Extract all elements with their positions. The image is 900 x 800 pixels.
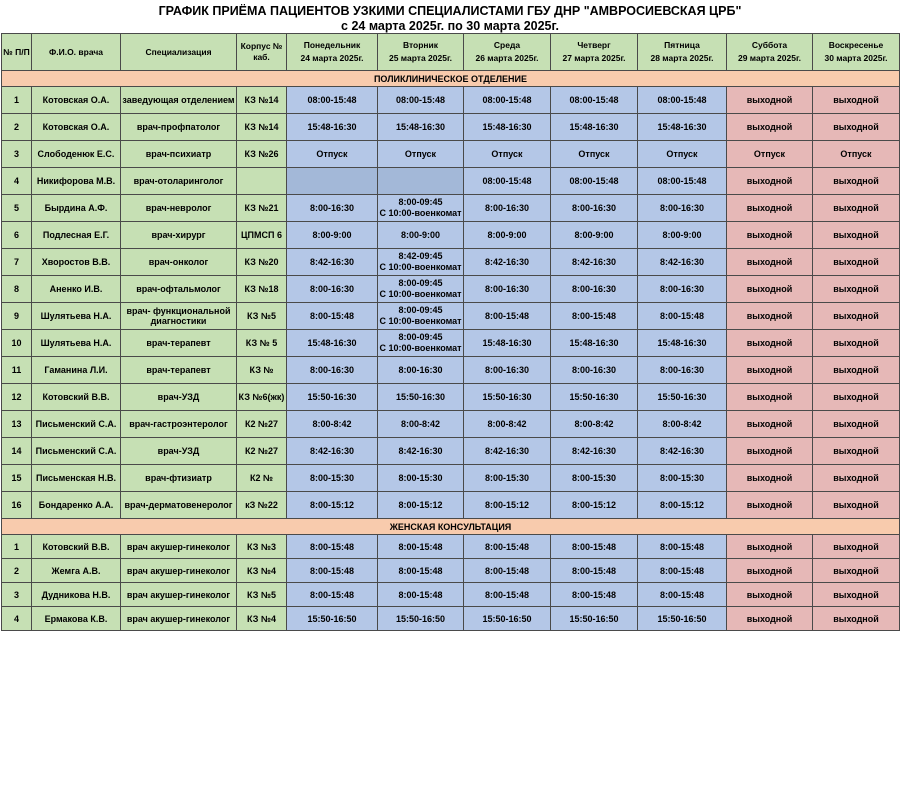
schedule-cell — [378, 168, 464, 195]
schedule-cell: 15:50-16:30 — [378, 384, 464, 411]
schedule-cell: выходной — [727, 330, 813, 357]
row-number: 12 — [2, 384, 32, 411]
table-row — [2, 583, 900, 607]
schedule-cell — [378, 195, 464, 222]
schedule-cell: 15:48-16:30 — [551, 330, 638, 357]
schedule-cell: 08:00-15:48 — [464, 87, 551, 114]
day-name: Вторник — [402, 40, 439, 50]
schedule-cell: 8:00-15:30 — [464, 465, 551, 492]
schedule-cell — [378, 249, 464, 276]
schedule-cell — [378, 276, 464, 303]
schedule-cell: выходной — [813, 222, 900, 249]
doctor-name: Котовский В.В. — [32, 384, 121, 411]
table-row — [2, 222, 900, 249]
title-line-2: с 24 марта 2025г. по 30 марта 2025г. — [341, 19, 559, 33]
specialization: врач-профпатолог — [121, 114, 237, 141]
table-row — [2, 411, 900, 438]
schedule-cell — [287, 168, 378, 195]
specialization: врач-УЗД — [121, 438, 237, 465]
schedule-cell: 8:00-8:42 — [378, 411, 464, 438]
time-note: С 10:00-военкомат — [379, 343, 462, 353]
table-row — [2, 141, 900, 168]
room-number: КЗ №6(жк) — [237, 384, 287, 411]
row-number: 10 — [2, 330, 32, 357]
specialization: врач-терапевт — [121, 357, 237, 384]
specialization: врач- функциональной диагностики — [121, 303, 237, 330]
day-date: 25 марта 2025г. — [388, 53, 452, 63]
row-number: 8 — [2, 276, 32, 303]
schedule-cell: 8:00-15:12 — [464, 492, 551, 519]
section-title: ЖЕНСКАЯ КОНСУЛЬТАЦИЯ — [2, 519, 900, 535]
room-number: КЗ №4 — [237, 559, 287, 583]
schedule-cell: 8:00-16:30 — [464, 357, 551, 384]
schedule-cell: 8:00-8:42 — [638, 411, 727, 438]
day-date: 24 марта 2025г. — [300, 53, 364, 63]
room-number: КЗ №3 — [237, 535, 287, 559]
header-tuesday — [378, 34, 464, 71]
schedule-cell: 8:00-16:30 — [551, 357, 638, 384]
schedule-cell: 8:00-9:00 — [464, 222, 551, 249]
section-title: ПОЛИКЛИНИЧЕСКОЕ ОТДЕЛЕНИЕ — [2, 71, 900, 87]
schedule-cell: 08:00-15:48 — [551, 168, 638, 195]
schedule-cell: выходной — [813, 114, 900, 141]
schedule-cell: выходной — [813, 303, 900, 330]
time-note: С 10:00-военкомат — [379, 316, 462, 326]
row-number: 2 — [2, 559, 32, 583]
schedule-cell: 8:42-16:30 — [551, 438, 638, 465]
header-sunday — [813, 34, 900, 71]
schedule-cell: 8:00-8:42 — [464, 411, 551, 438]
doctor-name: Гаманина Л.И. — [32, 357, 121, 384]
specialization: заведующая отделением — [121, 87, 237, 114]
day-date: 29 марта 2025г. — [737, 53, 801, 63]
section-row — [2, 519, 900, 535]
doctor-name: Дудникова Н.В. — [32, 583, 121, 607]
schedule-cell: 8:00-9:00 — [638, 222, 727, 249]
schedule-cell: 15:48-16:30 — [378, 114, 464, 141]
schedule-cell: 15:48-16:30 — [287, 114, 378, 141]
schedule-cell: Отпуск — [378, 141, 464, 168]
schedule-cell: Отпуск — [813, 141, 900, 168]
room-number: КЗ №26 — [237, 141, 287, 168]
row-number: 3 — [2, 583, 32, 607]
doctor-name: Подлесная Е.Г. — [32, 222, 121, 249]
schedule-cell: 8:00-15:48 — [638, 559, 727, 583]
schedule-cell: 15:48-16:30 — [551, 114, 638, 141]
schedule-cell: 8:00-16:30 — [287, 357, 378, 384]
schedule-cell: выходной — [727, 411, 813, 438]
schedule-cell: выходной — [813, 357, 900, 384]
room-number — [237, 168, 287, 195]
table-row — [2, 438, 900, 465]
table-row — [2, 168, 900, 195]
schedule-cell: выходной — [727, 168, 813, 195]
schedule-cell: 8:00-15:48 — [464, 583, 551, 607]
schedule-cell: 8:00-8:42 — [551, 411, 638, 438]
schedule-cell: Отпуск — [464, 141, 551, 168]
schedule-cell: выходной — [727, 465, 813, 492]
schedule-cell: 15:50-16:50 — [551, 607, 638, 631]
section-row — [2, 71, 900, 87]
schedule-cell: выходной — [727, 384, 813, 411]
schedule-cell: выходной — [813, 583, 900, 607]
room-number: КЗ № 5 — [237, 330, 287, 357]
doctor-name: Слободенюк Е.С. — [32, 141, 121, 168]
schedule-cell: 8:00-15:48 — [551, 535, 638, 559]
schedule-cell: выходной — [813, 168, 900, 195]
schedule-cell: выходной — [727, 276, 813, 303]
schedule-cell: 8:42-16:30 — [638, 438, 727, 465]
room-number: кЗ №22 — [237, 492, 287, 519]
table-row — [2, 249, 900, 276]
schedule-cell: 8:42-16:30 — [464, 438, 551, 465]
schedule-cell: выходной — [813, 384, 900, 411]
schedule-body — [2, 71, 900, 631]
row-number: 6 — [2, 222, 32, 249]
schedule-cell: выходной — [727, 249, 813, 276]
schedule-cell: 8:00-9:00 — [287, 222, 378, 249]
schedule-cell: 8:00-16:30 — [287, 195, 378, 222]
time-note: С 10:00-военкомат — [379, 262, 462, 272]
doctor-name: Шулятьева Н.А. — [32, 303, 121, 330]
row-number: 15 — [2, 465, 32, 492]
header-thursday — [551, 34, 638, 71]
schedule-cell: выходной — [813, 411, 900, 438]
schedule-cell: 8:00-15:48 — [638, 303, 727, 330]
schedule-cell: 8:00-16:30 — [464, 195, 551, 222]
schedule-cell: 8:00-15:30 — [378, 465, 464, 492]
schedule-cell: 08:00-15:48 — [464, 168, 551, 195]
schedule-cell: 8:00-16:30 — [464, 276, 551, 303]
schedule-cell: 15:50-16:50 — [464, 607, 551, 631]
schedule-cell: выходной — [727, 303, 813, 330]
doctor-name: Бондаренко А.А. — [32, 492, 121, 519]
room-number: К2 № — [237, 465, 287, 492]
schedule-cell: выходной — [813, 535, 900, 559]
schedule-cell: 8:00-16:30 — [638, 357, 727, 384]
schedule-cell: 8:00-16:30 — [287, 276, 378, 303]
time-note: С 10:00-военкомат — [379, 208, 462, 218]
room-number: КЗ №14 — [237, 114, 287, 141]
title-line-1: ГРАФИК ПРИЁМА ПАЦИЕНТОВ УЗКИМИ СПЕЦИАЛИСТАМИ ГБУ ДНР "АМВРОСИЕВСКАЯ ЦРБ" — [158, 4, 742, 18]
doctor-name: Котовская О.А. — [32, 87, 121, 114]
header-spec: Специализация — [121, 34, 237, 71]
row-number: 1 — [2, 87, 32, 114]
schedule-cell: выходной — [813, 276, 900, 303]
room-number: К2 №27 — [237, 411, 287, 438]
schedule-cell: 8:42-16:30 — [464, 249, 551, 276]
schedule-cell: 15:50-16:30 — [638, 384, 727, 411]
doctor-name: Котовский В.В. — [32, 535, 121, 559]
schedule-cell: 8:42-16:30 — [287, 249, 378, 276]
schedule-cell: выходной — [813, 438, 900, 465]
room-number: КЗ № — [237, 357, 287, 384]
day-date: 26 марта 2025г. — [475, 53, 539, 63]
table-row — [2, 607, 900, 631]
specialization: врач-фтизиатр — [121, 465, 237, 492]
schedule-cell: 8:42-16:30 — [551, 249, 638, 276]
specialization: врач-дерматовенеролог — [121, 492, 237, 519]
doctor-name: Ермакова К.В. — [32, 607, 121, 631]
schedule-cell: 8:00-15:48 — [287, 303, 378, 330]
specialization: врач акушер-гинеколог — [121, 607, 237, 631]
schedule-cell: выходной — [727, 222, 813, 249]
room-number: КЗ №4 — [237, 607, 287, 631]
table-row — [2, 87, 900, 114]
schedule-cell: 8:00-15:12 — [638, 492, 727, 519]
schedule-cell: выходной — [813, 195, 900, 222]
header-wednesday — [464, 34, 551, 71]
header-friday — [638, 34, 727, 71]
schedule-cell: 8:00-15:48 — [287, 583, 378, 607]
row-number: 3 — [2, 141, 32, 168]
schedule-cell: 8:00-15:48 — [378, 583, 464, 607]
schedule-cell: выходной — [813, 87, 900, 114]
schedule-cell: 8:00-15:48 — [464, 303, 551, 330]
day-date: 27 марта 2025г. — [562, 53, 626, 63]
schedule-cell: 8:00-15:48 — [551, 583, 638, 607]
schedule-cell: выходной — [813, 465, 900, 492]
header-saturday — [727, 34, 813, 71]
schedule-cell: 15:48-16:30 — [464, 114, 551, 141]
day-date: 28 марта 2025г. — [650, 53, 714, 63]
schedule-cell: 08:00-15:48 — [551, 87, 638, 114]
schedule-cell: выходной — [727, 114, 813, 141]
schedule-cell: 15:48-16:30 — [464, 330, 551, 357]
table-row — [2, 492, 900, 519]
schedule-cell: выходной — [727, 607, 813, 631]
table-row — [2, 303, 900, 330]
schedule-cell: 8:00-16:30 — [378, 357, 464, 384]
schedule-cell: выходной — [727, 559, 813, 583]
schedule-cell — [378, 303, 464, 330]
table-row — [2, 114, 900, 141]
specialization: врач акушер-гинеколог — [121, 583, 237, 607]
day-name: Среда — [493, 40, 521, 50]
day-name: Понедельник — [303, 40, 361, 50]
table-row — [2, 465, 900, 492]
room-number: ЦПМСП 6 — [237, 222, 287, 249]
room-number: КЗ №18 — [237, 276, 287, 303]
schedule-cell: выходной — [727, 438, 813, 465]
schedule-cell: 15:50-16:50 — [287, 607, 378, 631]
schedule-cell: Отпуск — [551, 141, 638, 168]
schedule-cell: 15:50-16:30 — [464, 384, 551, 411]
specialization: врач-онколог — [121, 249, 237, 276]
specialization: врач-психиатр — [121, 141, 237, 168]
schedule-cell: 8:00-15:30 — [638, 465, 727, 492]
schedule-cell: 08:00-15:48 — [378, 87, 464, 114]
row-number: 5 — [2, 195, 32, 222]
schedule-cell: 8:00-15:48 — [638, 535, 727, 559]
schedule-cell: 8:00-15:48 — [551, 303, 638, 330]
specialization: врач-невролог — [121, 195, 237, 222]
time-main: 8:00-09:45 — [398, 197, 443, 207]
row-number: 13 — [2, 411, 32, 438]
schedule-cell: 15:48-16:30 — [638, 330, 727, 357]
row-number: 9 — [2, 303, 32, 330]
schedule-cell: 8:00-9:00 — [551, 222, 638, 249]
day-name: Пятница — [664, 40, 700, 50]
table-row — [2, 384, 900, 411]
schedule-cell: 8:00-15:12 — [378, 492, 464, 519]
time-main: 8:00-09:45 — [398, 278, 443, 288]
room-number: КЗ №21 — [237, 195, 287, 222]
day-name: Четверг — [577, 40, 611, 50]
specialization: врач акушер-гинеколог — [121, 559, 237, 583]
doctor-name: Жемга А.В. — [32, 559, 121, 583]
schedule-table — [1, 33, 900, 631]
doctor-name: Письменский С.А. — [32, 411, 121, 438]
table-row — [2, 330, 900, 357]
schedule-cell: 8:00-15:48 — [464, 535, 551, 559]
schedule-cell: 8:00-15:48 — [378, 559, 464, 583]
doctor-name: Письменская Н.В. — [32, 465, 121, 492]
doctor-name: Котовская О.А. — [32, 114, 121, 141]
schedule-cell: Отпуск — [638, 141, 727, 168]
schedule-cell: выходной — [727, 535, 813, 559]
row-number: 4 — [2, 168, 32, 195]
schedule-cell: 8:00-15:48 — [638, 583, 727, 607]
doctor-name: Хворостов В.В. — [32, 249, 121, 276]
schedule-cell: 8:00-15:12 — [551, 492, 638, 519]
time-note: С 10:00-военкомат — [379, 289, 462, 299]
schedule-cell: 15:50-16:50 — [378, 607, 464, 631]
schedule-cell: выходной — [813, 607, 900, 631]
row-number: 2 — [2, 114, 32, 141]
schedule-cell: выходной — [727, 492, 813, 519]
schedule-cell: 8:00-15:48 — [551, 559, 638, 583]
day-name: Воскресенье — [828, 40, 884, 50]
table-row — [2, 276, 900, 303]
schedule-cell: 15:48-16:30 — [638, 114, 727, 141]
row-number: 11 — [2, 357, 32, 384]
schedule-cell: выходной — [813, 559, 900, 583]
schedule-cell: 8:00-15:30 — [287, 465, 378, 492]
schedule-cell — [378, 330, 464, 357]
schedule-cell: выходной — [813, 330, 900, 357]
schedule-cell: выходной — [727, 87, 813, 114]
schedule-cell: 8:00-16:30 — [638, 276, 727, 303]
day-date: 30 марта 2025г. — [824, 53, 888, 63]
schedule-cell: 8:00-15:48 — [378, 535, 464, 559]
page-title — [0, 0, 900, 33]
day-name: Суббота — [751, 40, 788, 50]
schedule-cell: 8:00-15:30 — [551, 465, 638, 492]
time-main: 8:00-09:45 — [398, 305, 443, 315]
schedule-cell: 8:00-15:48 — [464, 559, 551, 583]
time-main: 8:00-09:45 — [398, 332, 443, 342]
schedule-cell: 15:48-16:30 — [287, 330, 378, 357]
specialization: врач-хирург — [121, 222, 237, 249]
header-num: № П/П — [2, 34, 32, 71]
table-row — [2, 357, 900, 384]
schedule-cell: выходной — [813, 492, 900, 519]
header-name: Ф.И.О. врача — [32, 34, 121, 71]
schedule-cell: 8:00-16:30 — [551, 195, 638, 222]
header-row — [2, 34, 900, 71]
specialization: врач акушер-гинеколог — [121, 535, 237, 559]
row-number: 1 — [2, 535, 32, 559]
time-main: 8:42-09:45 — [398, 251, 443, 261]
schedule-cell: выходной — [727, 357, 813, 384]
schedule-cell: 8:00-15:12 — [287, 492, 378, 519]
schedule-cell: выходной — [813, 249, 900, 276]
schedule-cell: 15:50-16:50 — [638, 607, 727, 631]
room-number: КЗ №5 — [237, 583, 287, 607]
schedule-cell: Отпуск — [727, 141, 813, 168]
schedule-cell: 15:50-16:30 — [287, 384, 378, 411]
specialization: врач-отоларинголог — [121, 168, 237, 195]
doctor-name: Бырдина А.Ф. — [32, 195, 121, 222]
room-number: КЗ №5 — [237, 303, 287, 330]
table-row — [2, 195, 900, 222]
row-number: 16 — [2, 492, 32, 519]
schedule-cell: 15:50-16:30 — [551, 384, 638, 411]
room-number: КЗ №14 — [237, 87, 287, 114]
schedule-cell: 8:00-15:48 — [287, 535, 378, 559]
specialization: врач-гастроэнтеролог — [121, 411, 237, 438]
row-number: 4 — [2, 607, 32, 631]
doctor-name: Никифорова М.В. — [32, 168, 121, 195]
schedule-cell: 8:42-16:30 — [378, 438, 464, 465]
schedule-cell: 8:00-9:00 — [378, 222, 464, 249]
schedule-cell: Отпуск — [287, 141, 378, 168]
specialization: врач-офтальмолог — [121, 276, 237, 303]
doctor-name: Письменский С.А. — [32, 438, 121, 465]
schedule-cell: 08:00-15:48 — [638, 168, 727, 195]
doctor-name: Шулятьева Н.А. — [32, 330, 121, 357]
table-row — [2, 535, 900, 559]
schedule-cell: 8:42-16:30 — [638, 249, 727, 276]
row-number: 7 — [2, 249, 32, 276]
schedule-cell: 8:00-8:42 — [287, 411, 378, 438]
schedule-cell: выходной — [727, 583, 813, 607]
schedule-cell: 8:00-16:30 — [551, 276, 638, 303]
doctor-name: Аненко И.В. — [32, 276, 121, 303]
row-number: 14 — [2, 438, 32, 465]
header-room: Корпус № каб. — [237, 34, 287, 71]
schedule-cell: 08:00-15:48 — [638, 87, 727, 114]
specialization: врач-терапевт — [121, 330, 237, 357]
schedule-cell: выходной — [727, 195, 813, 222]
schedule-cell: 08:00-15:48 — [287, 87, 378, 114]
header-monday — [287, 34, 378, 71]
room-number: К2 №27 — [237, 438, 287, 465]
table-row — [2, 559, 900, 583]
room-number: КЗ №20 — [237, 249, 287, 276]
schedule-cell: 8:42-16:30 — [287, 438, 378, 465]
schedule-cell: 8:00-15:48 — [287, 559, 378, 583]
schedule-cell: 8:00-16:30 — [638, 195, 727, 222]
specialization: врач-УЗД — [121, 384, 237, 411]
